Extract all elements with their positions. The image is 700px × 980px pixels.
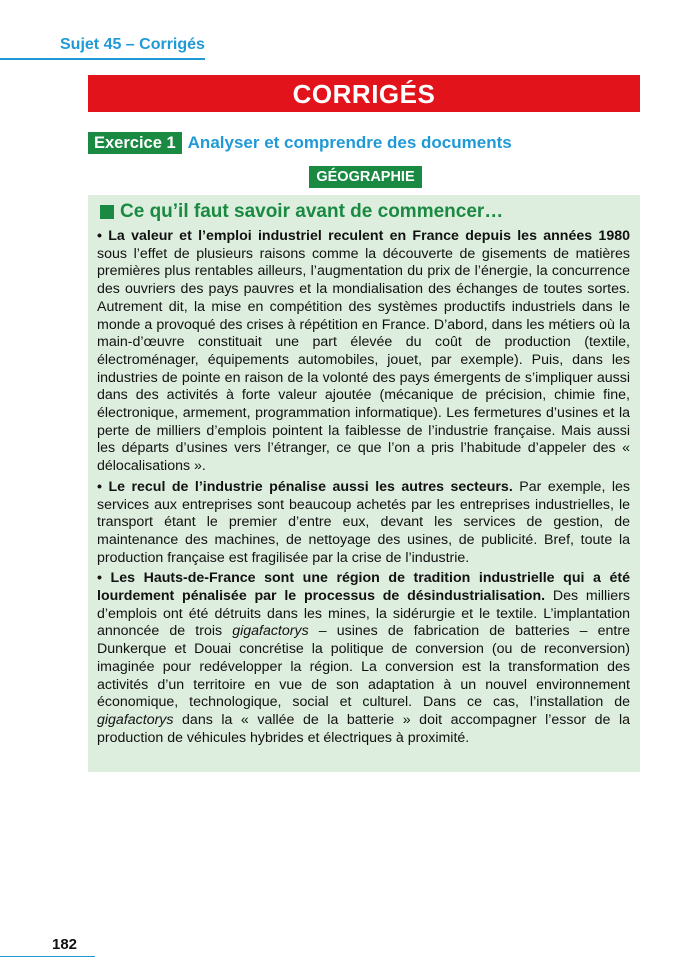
exercise-title: Analyser et comprendre des documents xyxy=(187,133,512,152)
corriges-banner: CORRIGÉS xyxy=(88,75,640,112)
exercise-badge: Exercice 1 xyxy=(88,132,182,154)
paragraph xyxy=(97,570,630,747)
paragraph-text: dans la « vallée de la batterie » doit accompagner l’essor de la production de véhicules hybrides et électriques à proximité. xyxy=(97,711,630,746)
footer-rule xyxy=(0,956,95,957)
info-box-heading xyxy=(100,201,503,223)
paragraph-text: Par exemple, les services aux entreprises sont beaucoup achetés par les entreprises industrielles, le transport étant le premier d’entre eux, devant les services de gestion, de maintenance des machines, de nettoyage des usines, de publicité. Bref, toute la production française est fragilisée par la crise de l’industrie. xyxy=(97,478,631,566)
section-label: GÉOGRAPHIE xyxy=(309,166,422,188)
paragraph-text: sous l’effet de plusieurs raisons comme la découverte de gisements de matières premières plus rentables ailleurs, l’augmentation du prix de l’énergie, la concurrence des ouvriers des pays pauvres et la mondialisation des échanges de toutes sortes. Autrement dit, la mise en compétition des systèmes productifs industriels dans le monde a provoqué des crises à répétition en France. D’abord, dans les métiers où la main-d’œuvre constituait une part élevée du coût de production (textile, électroménager, équipements automobiles, jouet, par exemple). Puis, dans les industries de pointe en raison de la volonté des pays émergents de s’impliquer aussi dans des activités à forte valeur ajoutée (mécanique de précision, chimie fine, électronique, armement, programmation informatique). Les fermetures d’usines et la perte de milliers d’emplois pointent la faiblesse de l’industrie française. Mais aussi les départs d’usines vers l’étranger, ce que l’on a pris l’habitude d’appeler des « délocalisations ». xyxy=(97,245,630,475)
paragraph xyxy=(97,228,630,476)
info-box-body xyxy=(97,228,630,750)
paragraph-text: Des milliers d’emplois ont été détruits dans les mines, la sidérurgie et le textile. L’implantation annoncée de trois xyxy=(97,588,631,640)
paragraph-text: – usines de fabrication de batteries – entre Dunkerque et Douai concrétise la politique de conversion (ou de reconversion) imaginée pour redévelopper la région. La conversion est la transformation des activités d’un territoire en vue de son adaptation à un nouvel environnement économique, technologique, social et culturel. Dans ce cas, l’installation de xyxy=(97,623,630,711)
page-number: 182 xyxy=(52,936,78,953)
square-bullet-icon xyxy=(100,205,114,219)
running-header: Sujet 45 – Corrigés xyxy=(60,36,205,53)
exercise-heading xyxy=(88,132,512,154)
paragraph xyxy=(97,479,630,568)
paragraph-italic: gigafactorys xyxy=(232,623,309,640)
paragraph-lead: • La valeur et l’emploi industriel reculent en France depuis les années 1980 xyxy=(97,228,630,244)
info-box-title: Ce qu’il faut savoir avant de commencer… xyxy=(120,201,504,222)
header-rule xyxy=(0,58,205,60)
paragraph-lead: • Les Hauts-de-France sont une région de tradition industrielle qui a été lourdement pénalisée par le processus de désindustrialisation. xyxy=(97,570,630,605)
paragraph-lead: • Le recul de l’industrie pénalise aussi les autres secteurs. xyxy=(97,478,513,495)
paragraph-italic: gigafactorys xyxy=(97,711,174,728)
